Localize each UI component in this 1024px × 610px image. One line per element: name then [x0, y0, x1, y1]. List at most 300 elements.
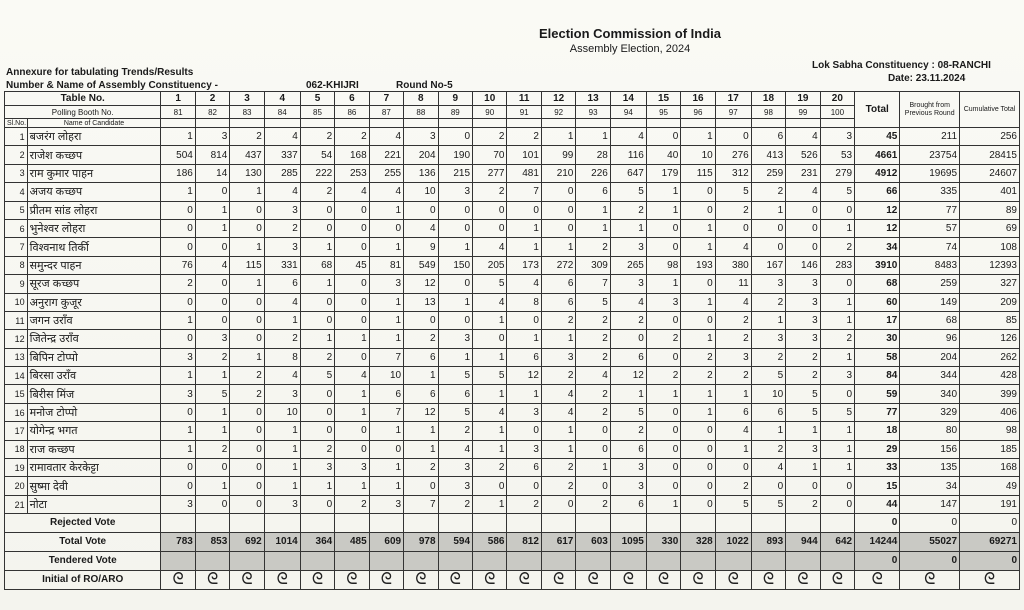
table-row: [5, 293, 1020, 311]
vote-cell: 0: [646, 440, 680, 458]
vote-cell: 1: [195, 201, 229, 219]
vote-cell: 0: [404, 311, 438, 329]
cumulative-total-cell: 399: [960, 385, 1020, 403]
blank-cell: [404, 119, 438, 128]
vote-cell: 167: [751, 256, 785, 274]
previous-total-cell: 340: [900, 385, 960, 403]
vote-cell: 0: [820, 275, 854, 293]
table-no: 20: [820, 92, 854, 106]
vote-cell: 9: [404, 238, 438, 256]
blank-cell: [786, 119, 820, 128]
blank-cell: [264, 551, 300, 570]
vote-cell: 13: [404, 293, 438, 311]
vote-cell: 277: [473, 164, 507, 182]
vote-cell: 2: [786, 367, 820, 385]
vote-cell: 3: [161, 385, 195, 403]
blank-cell: [264, 119, 300, 128]
signature-mark: ᘓ: [751, 570, 785, 589]
vote-cell: 1: [473, 311, 507, 329]
vote-cell: 1: [576, 219, 610, 237]
blank-cell: [195, 119, 229, 128]
blank-cell: [541, 119, 575, 128]
vote-cell: 0: [507, 422, 541, 440]
blank-cell: [369, 514, 403, 532]
vote-cell: 1: [681, 385, 715, 403]
vote-cell: 1: [369, 459, 403, 477]
vote-cell: 1: [610, 385, 646, 403]
blank-cell: [576, 514, 610, 532]
round-total-cell: 29: [855, 440, 900, 458]
total-vote-cell: 642: [820, 532, 854, 551]
page-subtitle: Assembly Election, 2024: [569, 43, 691, 55]
table-row: [5, 311, 1020, 329]
table-no: 15: [646, 92, 680, 106]
vote-cell: 10: [751, 385, 785, 403]
candidate-name: सुष्मा देवी: [27, 477, 161, 495]
vote-cell: 2: [335, 495, 369, 513]
vote-cell: 2: [264, 330, 300, 348]
vote-cell: 1: [820, 459, 854, 477]
vote-cell: 1: [576, 201, 610, 219]
blank-cell: [161, 119, 195, 128]
lok-sabha-label: Lok Sabha Constituency : 08-RANCHI: [812, 60, 991, 71]
table-no: 18: [751, 92, 785, 106]
previous-total-cell: 57: [900, 219, 960, 237]
sl-label: Sl.No.: [5, 119, 28, 128]
blank-cell: [507, 514, 541, 532]
serial-number: 3: [5, 164, 28, 182]
vote-cell: 2: [404, 459, 438, 477]
vote-cell: 1: [264, 477, 300, 495]
total-vote-cell: 328: [681, 532, 715, 551]
vote-cell: 5: [438, 403, 472, 421]
vote-cell: 115: [681, 164, 715, 182]
blank-cell: [300, 551, 334, 570]
vote-cell: 1: [369, 201, 403, 219]
vote-cell: 0: [681, 183, 715, 201]
total-vote-cell: 692: [230, 532, 264, 551]
booth-no: 87: [369, 106, 403, 119]
vote-cell: 4: [335, 367, 369, 385]
cumulative-total-cell: 256: [960, 128, 1020, 146]
vote-cell: 1: [300, 238, 334, 256]
previous-total-cell: 34: [900, 477, 960, 495]
cumulative-total-cell: 262: [960, 348, 1020, 366]
vote-cell: 0: [300, 293, 334, 311]
vote-cell: 8: [264, 348, 300, 366]
round-total-cell: 12: [855, 201, 900, 219]
vote-cell: 1: [473, 440, 507, 458]
table-row: [5, 238, 1020, 256]
vote-cell: 146: [786, 256, 820, 274]
vote-cell: 1: [473, 385, 507, 403]
serial-number: 18: [5, 440, 28, 458]
vote-cell: 215: [438, 164, 472, 182]
booth-no: 94: [610, 106, 646, 119]
table-no: 16: [681, 92, 715, 106]
vote-cell: 1: [541, 238, 575, 256]
vote-cell: 4: [264, 183, 300, 201]
vote-cell: 3: [264, 201, 300, 219]
cumulative-total-cell: 12393: [960, 256, 1020, 274]
vote-cell: 1: [161, 367, 195, 385]
cumulative-total-cell: 209: [960, 293, 1020, 311]
vote-cell: 0: [681, 275, 715, 293]
previous-total-cell: 204: [900, 348, 960, 366]
vote-cell: 0: [161, 459, 195, 477]
vote-cell: 0: [576, 477, 610, 495]
vote-cell: 0: [646, 459, 680, 477]
serial-number: 11: [5, 311, 28, 329]
vote-cell: 504: [161, 146, 195, 164]
vote-cell: 2: [820, 238, 854, 256]
vote-cell: 3: [195, 330, 229, 348]
vote-cell: 3: [646, 293, 680, 311]
vote-cell: 0: [230, 403, 264, 421]
vote-cell: 1: [681, 238, 715, 256]
cumulative-total-cell: 28415: [960, 146, 1020, 164]
rejected-total: 0: [855, 514, 900, 532]
vote-cell: 2: [610, 422, 646, 440]
table-no: 12: [541, 92, 575, 106]
vote-cell: 0: [473, 330, 507, 348]
previous-total-cell: 149: [900, 293, 960, 311]
vote-cell: 4: [195, 256, 229, 274]
vote-cell: 2: [300, 128, 334, 146]
vote-cell: 0: [335, 238, 369, 256]
blank-cell: [161, 514, 195, 532]
vote-cell: 0: [369, 440, 403, 458]
booth-no: 91: [507, 106, 541, 119]
vote-cell: 2: [786, 495, 820, 513]
vote-cell: 7: [369, 348, 403, 366]
blank-cell: [786, 514, 820, 532]
blank-cell: [438, 119, 472, 128]
vote-cell: 279: [820, 164, 854, 182]
table-no: 3: [230, 92, 264, 106]
blank-cell: [820, 119, 854, 128]
vote-cell: 4: [438, 440, 472, 458]
vote-cell: 3: [335, 459, 369, 477]
cumulative-total-cell: 49: [960, 477, 1020, 495]
vote-cell: 0: [681, 495, 715, 513]
vote-cell: 6: [610, 440, 646, 458]
booth-no: 92: [541, 106, 575, 119]
vote-cell: 2: [438, 495, 472, 513]
vote-cell: 1: [646, 385, 680, 403]
serial-number: 1: [5, 128, 28, 146]
table-row: [5, 385, 1020, 403]
tendered-total: 0: [855, 551, 900, 570]
vote-cell: 2: [473, 183, 507, 201]
total-vote-cell: 893: [751, 532, 785, 551]
vote-cell: 3: [820, 128, 854, 146]
vote-cell: 1: [473, 348, 507, 366]
vote-cell: 10: [681, 146, 715, 164]
serial-number: 17: [5, 422, 28, 440]
vote-cell: 6: [507, 348, 541, 366]
vote-cell: 4: [473, 293, 507, 311]
vote-cell: 0: [300, 403, 334, 421]
vote-cell: 3: [751, 275, 785, 293]
blank-cell: [715, 551, 751, 570]
blank-cell: [161, 551, 195, 570]
constituency-label: Number & Name of Assembly Constituency -: [6, 80, 218, 91]
vote-cell: 98: [646, 256, 680, 274]
vote-cell: 2: [541, 459, 575, 477]
vote-cell: 2: [681, 348, 715, 366]
round-total-cell: 60: [855, 293, 900, 311]
vote-cell: 6: [507, 459, 541, 477]
vote-cell: 2: [576, 311, 610, 329]
round-total-cell: 15: [855, 477, 900, 495]
vote-cell: 1: [786, 459, 820, 477]
vote-cell: 4: [576, 367, 610, 385]
vote-cell: 6: [438, 385, 472, 403]
candidate-name: सूरज कच्छप: [27, 275, 161, 293]
vote-cell: 0: [751, 477, 785, 495]
vote-cell: 3: [264, 385, 300, 403]
booth-no-label: Polling Booth No.: [5, 106, 161, 119]
vote-cell: 4: [473, 403, 507, 421]
vote-cell: 0: [715, 459, 751, 477]
round-total-cell: 68: [855, 275, 900, 293]
vote-cell: 4: [369, 128, 403, 146]
vote-cell: 205: [473, 256, 507, 274]
rejected-previous: 0: [900, 514, 960, 532]
candidate-name: भुनेश्वर लोहरा: [27, 219, 161, 237]
vote-cell: 6: [610, 495, 646, 513]
vote-cell: 5: [610, 403, 646, 421]
vote-cell: 0: [335, 275, 369, 293]
vote-cell: 0: [230, 311, 264, 329]
total-vote-cell: 364: [300, 532, 334, 551]
grand-cumulative-total: 69271: [960, 532, 1020, 551]
vote-cell: 179: [646, 164, 680, 182]
round-total-cell: 58: [855, 348, 900, 366]
cumulative-total-cell: 126: [960, 330, 1020, 348]
vote-cell: 6: [541, 293, 575, 311]
vote-cell: 1: [820, 311, 854, 329]
vote-cell: 0: [335, 348, 369, 366]
blank-cell: [369, 551, 403, 570]
vote-cell: 0: [161, 330, 195, 348]
date-label: Date: 23.11.2024: [888, 73, 966, 84]
serial-number: 10: [5, 293, 28, 311]
vote-cell: 115: [230, 256, 264, 274]
vote-cell: 130: [230, 164, 264, 182]
vote-cell: 186: [161, 164, 195, 182]
vote-cell: 0: [335, 311, 369, 329]
vote-cell: 1: [230, 348, 264, 366]
vote-cell: 1: [473, 495, 507, 513]
serial-number: 6: [5, 219, 28, 237]
round-total-cell: 17: [855, 311, 900, 329]
vote-cell: 276: [715, 146, 751, 164]
grand-previous-total: 55027: [900, 532, 960, 551]
signature-mark: ᘓ: [960, 570, 1020, 589]
vote-cell: 647: [610, 164, 646, 182]
cumulative-total-cell: 69: [960, 219, 1020, 237]
vote-cell: 0: [715, 219, 751, 237]
vote-cell: 1: [681, 330, 715, 348]
vote-cell: 3: [300, 459, 334, 477]
vote-cell: 0: [786, 201, 820, 219]
vote-cell: 0: [786, 477, 820, 495]
vote-cell: 226: [576, 164, 610, 182]
vote-cell: 4: [335, 183, 369, 201]
vote-cell: 549: [404, 256, 438, 274]
vote-cell: 5: [751, 367, 785, 385]
vote-cell: 136: [404, 164, 438, 182]
vote-cell: 3: [541, 348, 575, 366]
vote-cell: 2: [335, 128, 369, 146]
round-total-cell: 4661: [855, 146, 900, 164]
cumulative-total-cell: 89: [960, 201, 1020, 219]
vote-cell: 481: [507, 164, 541, 182]
vote-cell: 0: [300, 201, 334, 219]
cumulative-total-cell: 327: [960, 275, 1020, 293]
vote-cell: 5: [438, 367, 472, 385]
blank-cell: [681, 119, 715, 128]
vote-cell: 7: [404, 495, 438, 513]
blank-cell: [438, 551, 472, 570]
candidate-name: जितेन्द्र उराँव: [27, 330, 161, 348]
previous-total-cell: 156: [900, 440, 960, 458]
vote-cell: 3: [438, 330, 472, 348]
vote-cell: 2: [507, 495, 541, 513]
vote-cell: 0: [681, 422, 715, 440]
vote-cell: 8: [507, 293, 541, 311]
serial-number: 21: [5, 495, 28, 513]
vote-cell: 0: [541, 495, 575, 513]
vote-cell: 1: [230, 275, 264, 293]
vote-cell: 0: [195, 275, 229, 293]
vote-cell: 0: [610, 330, 646, 348]
vote-cell: 1: [300, 477, 334, 495]
vote-cell: 4: [541, 403, 575, 421]
vote-cell: 0: [646, 128, 680, 146]
previous-total-cell: 96: [900, 330, 960, 348]
previous-total-cell: 77: [900, 201, 960, 219]
serial-number: 12: [5, 330, 28, 348]
total-vote-cell: 1014: [264, 532, 300, 551]
vote-cell: 1: [438, 348, 472, 366]
blank-cell: [230, 514, 264, 532]
vote-cell: 6: [541, 275, 575, 293]
table-row: [5, 275, 1020, 293]
vote-cell: 1: [786, 422, 820, 440]
blank-cell: [751, 119, 785, 128]
vote-cell: 1: [369, 477, 403, 495]
vote-cell: 0: [576, 422, 610, 440]
table-no: 11: [507, 92, 541, 106]
vote-cell: 0: [438, 219, 472, 237]
vote-cell: 1: [195, 367, 229, 385]
booth-no: 84: [264, 106, 300, 119]
vote-cell: 0: [786, 238, 820, 256]
vote-cell: 3: [369, 275, 403, 293]
vote-cell: 1: [576, 459, 610, 477]
vote-cell: 10: [369, 367, 403, 385]
vote-cell: 1: [195, 422, 229, 440]
round-total-cell: 33: [855, 459, 900, 477]
table-no: 10: [473, 92, 507, 106]
vote-cell: 0: [507, 311, 541, 329]
vote-cell: 40: [646, 146, 680, 164]
vote-cell: 0: [473, 201, 507, 219]
table-no: 14: [610, 92, 646, 106]
results-table: [4, 91, 1020, 590]
blank-cell: [820, 514, 854, 532]
vote-cell: 4: [786, 183, 820, 201]
vote-cell: 2: [230, 385, 264, 403]
vote-cell: 0: [195, 495, 229, 513]
blank-cell: [473, 119, 507, 128]
vote-cell: 0: [195, 293, 229, 311]
vote-cell: 6: [369, 385, 403, 403]
table-row: [5, 459, 1020, 477]
vote-cell: 1: [300, 275, 334, 293]
blank-cell: [507, 119, 541, 128]
booth-no: 82: [195, 106, 229, 119]
previous-total-cell: 80: [900, 422, 960, 440]
blank-cell: [438, 514, 472, 532]
booth-no: 89: [438, 106, 472, 119]
round-total-cell: 12: [855, 219, 900, 237]
signature-mark: ᘓ: [369, 570, 403, 589]
blank-cell: [404, 514, 438, 532]
vote-cell: 2: [195, 348, 229, 366]
vote-cell: 4: [404, 219, 438, 237]
candidate-name: राम कुमार पाहन: [27, 164, 161, 182]
vote-cell: 2: [786, 348, 820, 366]
initials-row: [5, 570, 1020, 589]
serial-number: 15: [5, 385, 28, 403]
vote-cell: 4: [610, 293, 646, 311]
blank-cell: [610, 551, 646, 570]
initials-label: Initial of RO/ARO: [5, 570, 161, 589]
blank-cell: [369, 119, 403, 128]
vote-cell: 4: [751, 459, 785, 477]
candidate-name: विश्वनाथ तिर्की: [27, 238, 161, 256]
booth-no: 97: [715, 106, 751, 119]
vote-cell: 1: [820, 348, 854, 366]
signature-mark: ᘓ: [404, 570, 438, 589]
vote-cell: 2: [751, 348, 785, 366]
vote-cell: 1: [541, 330, 575, 348]
cumulative-total-cell: 406: [960, 403, 1020, 421]
vote-cell: 1: [369, 293, 403, 311]
vote-cell: 0: [195, 183, 229, 201]
booth-no: 83: [230, 106, 264, 119]
total-vote-cell: 603: [576, 532, 610, 551]
vote-cell: 3: [264, 495, 300, 513]
vote-cell: 6: [404, 348, 438, 366]
vote-cell: 0: [300, 422, 334, 440]
blank-cell: [576, 119, 610, 128]
candidate-name: अनुराग कुजूर: [27, 293, 161, 311]
total-vote-cell: 783: [161, 532, 195, 551]
total-vote-cell: 812: [507, 532, 541, 551]
tendered-label: Tendered Vote: [5, 551, 161, 570]
vote-cell: 3: [438, 183, 472, 201]
candidate-name: नोटा: [27, 495, 161, 513]
blank-cell: [335, 514, 369, 532]
blank-cell: [404, 551, 438, 570]
cumulative-total-cell: 401: [960, 183, 1020, 201]
vote-cell: 0: [507, 201, 541, 219]
